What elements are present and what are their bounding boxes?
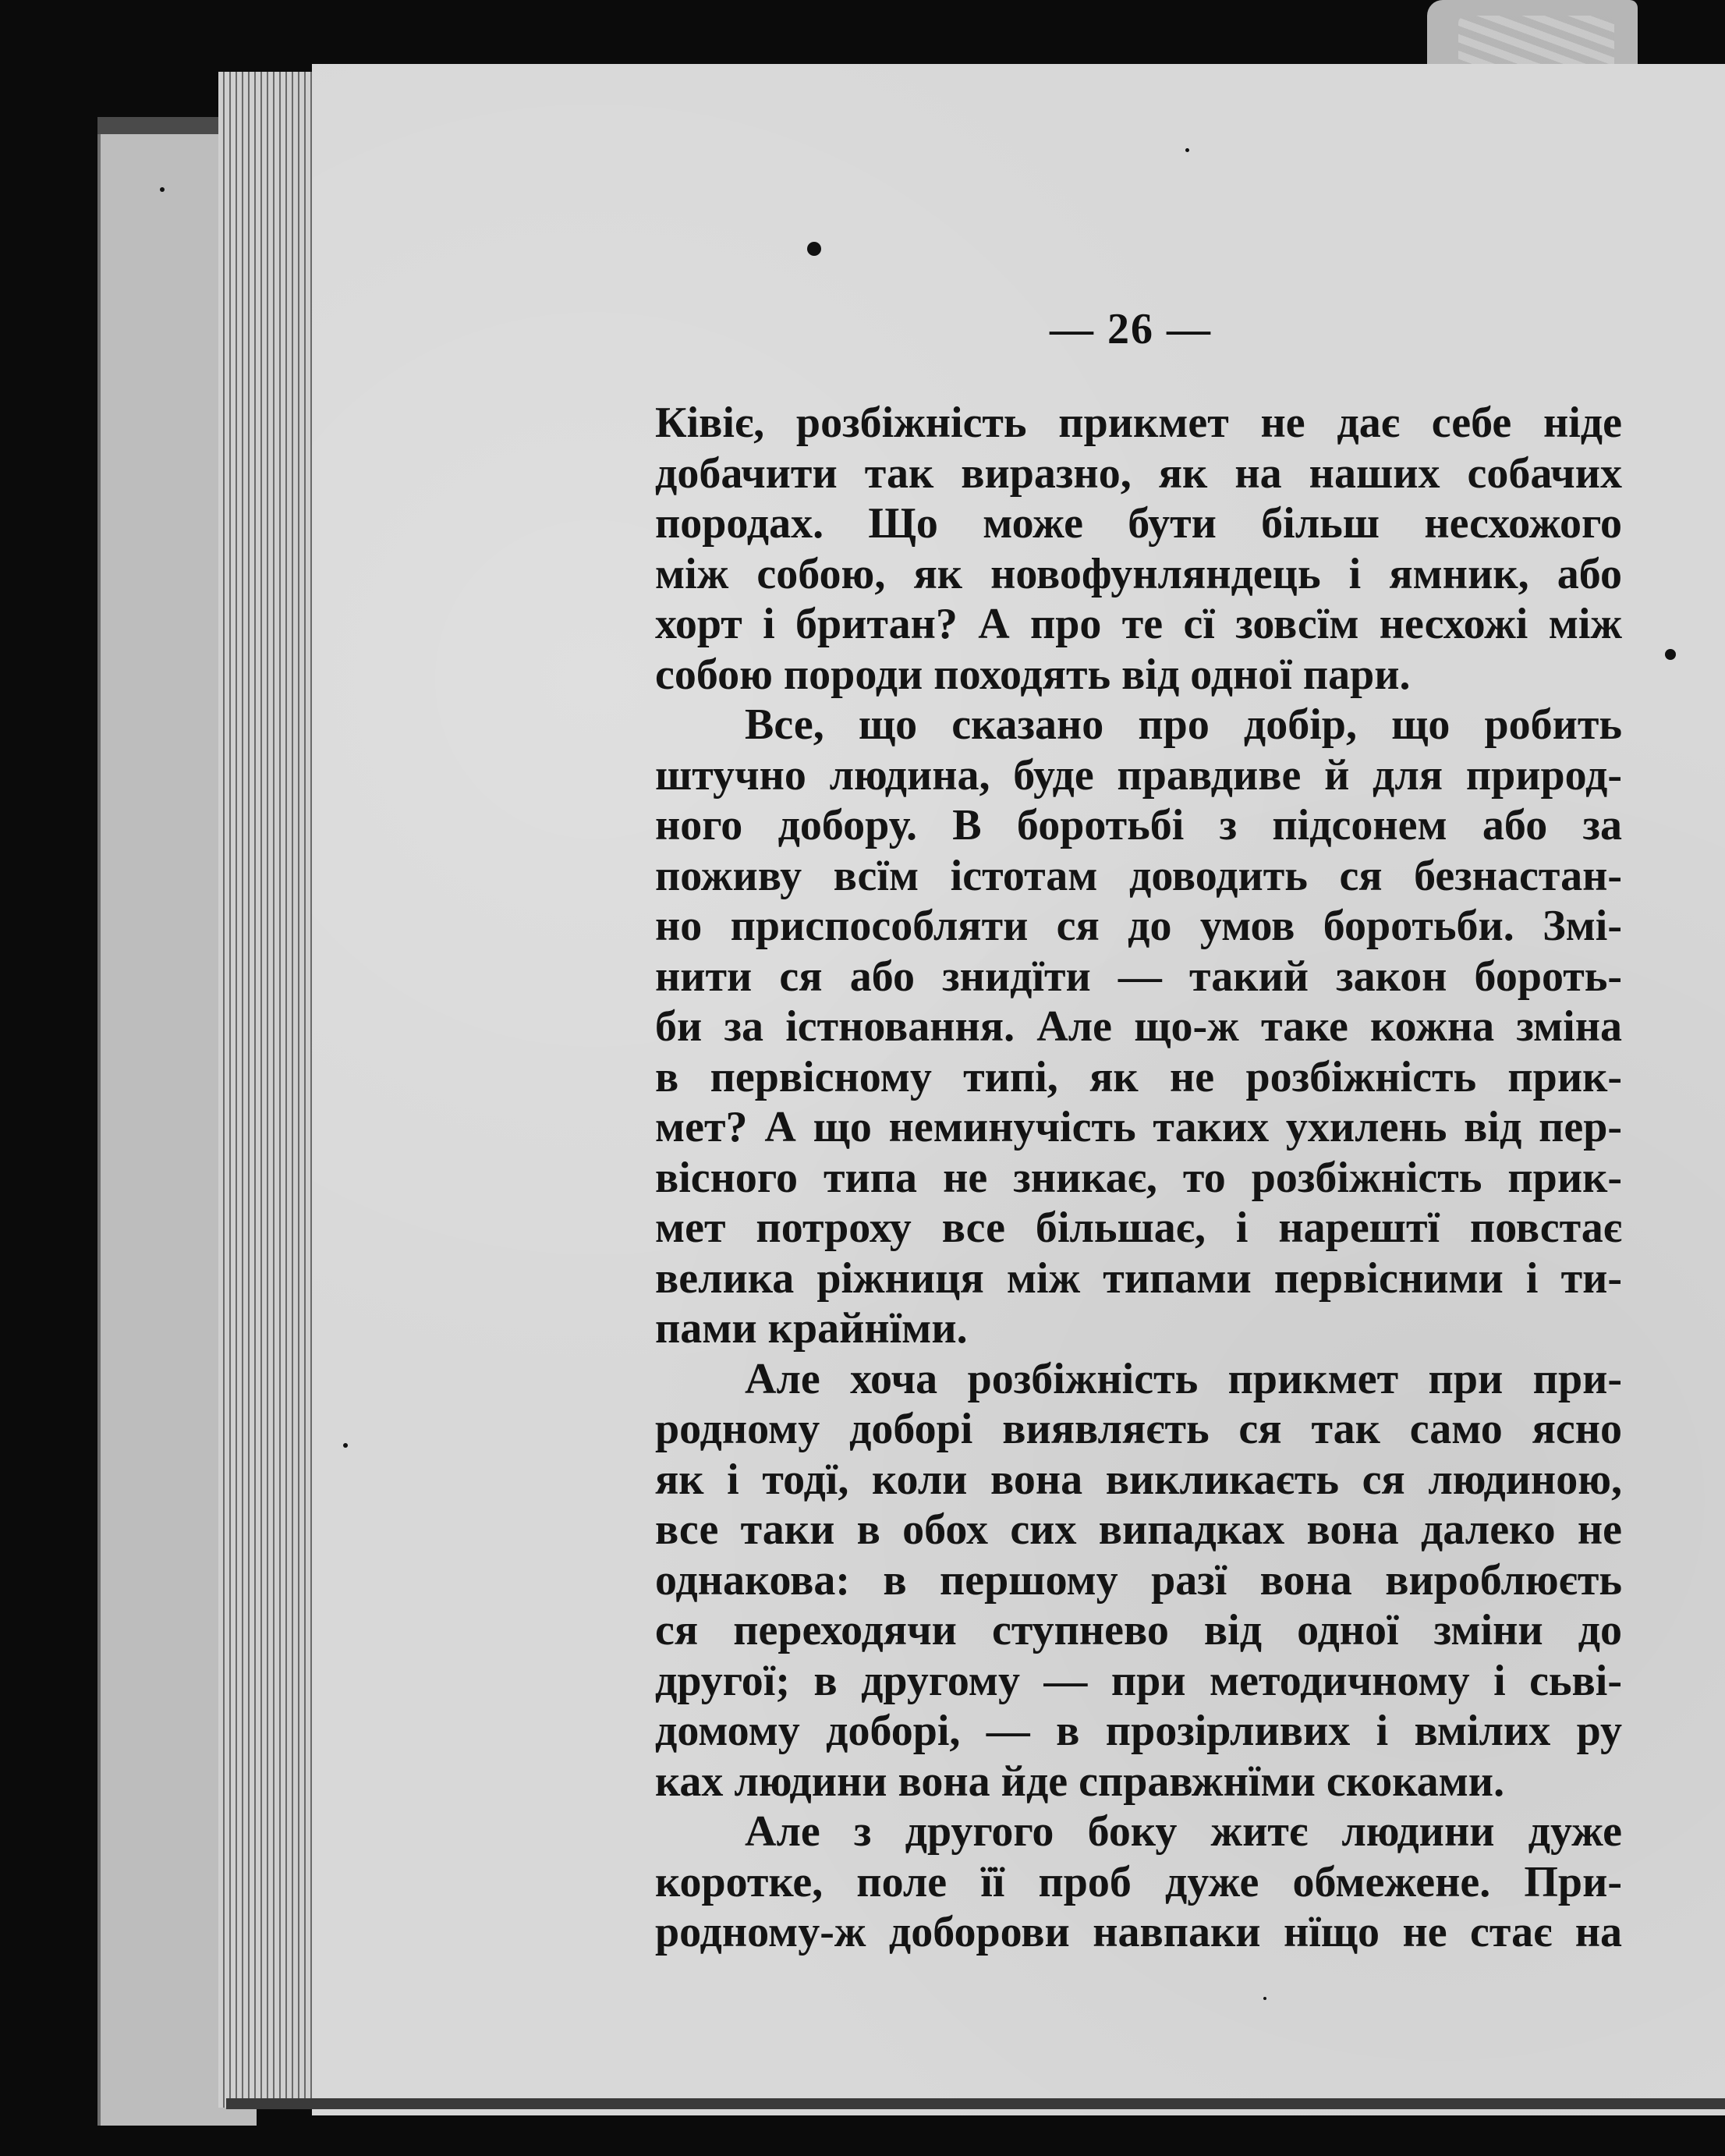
- paragraph: [655, 700, 1622, 1354]
- text-line: хорт і британ? А про те сї зовсїм несхожі між: [655, 600, 1622, 648]
- text-line: породах. Що може бути більш несхожого: [655, 499, 1622, 548]
- ink-speck: [1263, 1997, 1266, 2000]
- text-line: між собою, як новофунляндець і ямник, або: [655, 549, 1622, 598]
- page-bottom-edge: [226, 2098, 1725, 2109]
- text-line: все таки в обох сих випадках вона далеко не: [655, 1505, 1622, 1554]
- text-line: но приспособляти ся до умов боротьби. Змі-: [655, 902, 1622, 950]
- text-line: вісного типа не зникає, то розбіжність прик-: [655, 1153, 1622, 1202]
- paragraph: [655, 1354, 1622, 1807]
- page-number: — 26 —: [1050, 305, 1212, 353]
- ink-speck: [1665, 649, 1676, 660]
- text-line: ках людини вона йде справжнїми скоками.: [655, 1757, 1505, 1806]
- text-line: як і тодї, коли вона викликаєть ся людиною,: [655, 1455, 1622, 1504]
- page-text: [655, 398, 1622, 1958]
- text-line: добачити так виразно, як на наших собачих: [655, 449, 1622, 498]
- text-line: мет потроху все більшає, і нарештї повстає: [655, 1204, 1622, 1252]
- book-cover-top: [97, 117, 230, 134]
- text-line: Але з другого боку житє людини дуже: [745, 1807, 1622, 1856]
- text-line: ного добору. В боротьбі з підсонем або за: [655, 801, 1622, 849]
- text-line: штучно людина, буде правдиве й для природ-: [655, 750, 1622, 800]
- text-line: поживу всїм істотам доводить ся безнастан-: [655, 851, 1622, 900]
- text-line: однакова: в першому разї вона вироблюєть: [655, 1555, 1622, 1605]
- ink-speck: [1185, 148, 1189, 152]
- text-line: велика ріжниця між типами первісними і ти-: [655, 1254, 1622, 1303]
- text-line: домому доборі, — в прозірливих і вмілих ру: [655, 1707, 1622, 1755]
- text-line: родному доборі виявляєть ся так само ясно: [655, 1405, 1622, 1453]
- ink-speck: [160, 187, 165, 192]
- text-line: нити ся або знидїти — такий закон бороть-: [655, 952, 1622, 1001]
- page-edges: [218, 72, 320, 2108]
- text-line: би за істновання. Але що-ж таке кожна зміна: [655, 1002, 1622, 1051]
- paragraph: [655, 398, 1622, 700]
- paragraph: [655, 1807, 1622, 1958]
- text-line: Все, що сказано про добір, що робить: [745, 700, 1622, 749]
- text-line: собою породи походять від одної пари.: [655, 650, 1411, 699]
- text-line: родному-ж доборови навпаки нїщо не стає на: [655, 1908, 1622, 1956]
- text-line: Але хоча розбіжність прикмет при при-: [745, 1354, 1622, 1403]
- text-line: пами крайнїми.: [655, 1304, 968, 1353]
- ink-speck: [343, 1443, 348, 1448]
- ink-speck: [807, 242, 821, 256]
- text-line: ся переходячи ступнево від одної зміни до: [655, 1606, 1622, 1654]
- text-line: мет? А що неминучість таких ухилень від пер-: [655, 1103, 1622, 1151]
- text-line: в первісному типі, як не розбіжність прик-: [655, 1052, 1622, 1101]
- text-line: Ківіє, розбіжність прикмет не дає себе ніде: [655, 399, 1622, 447]
- text-line: другої; в другому — при методичному і сьві-: [655, 1656, 1622, 1705]
- text-line: коротке, поле її проб дуже обмежене. При-: [655, 1857, 1622, 1906]
